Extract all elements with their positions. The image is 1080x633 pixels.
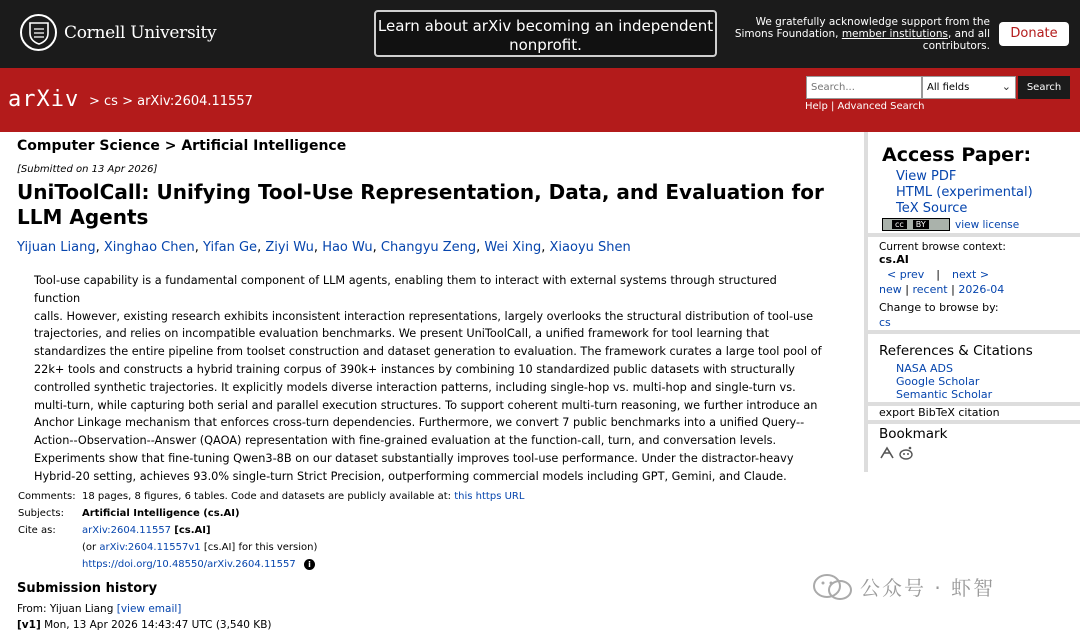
cornell-seal-icon xyxy=(20,14,57,51)
comments-text: 18 pages, 8 figures, 6 tables. Code and datasets are publicly available at: xyxy=(82,491,452,502)
doi-link[interactable]: https://doi.org/10.48550/arXiv.2604.11557 xyxy=(82,559,296,570)
version-date: Mon, 13 Apr 2026 14:43:47 UTC (3,540 KB) xyxy=(44,619,272,631)
reddit-icon[interactable] xyxy=(898,446,914,460)
sidebar-divider xyxy=(868,330,1080,334)
acknowledgement xyxy=(724,16,990,52)
bookmark-icons xyxy=(879,446,914,460)
recent-link[interactable]: recent xyxy=(912,283,948,296)
search-field-value: All fields xyxy=(927,82,970,93)
arxiv-version-link[interactable]: arXiv:2604.11557v1 xyxy=(99,542,201,553)
tex-source-link[interactable]: TeX Source xyxy=(896,201,968,216)
abstract xyxy=(34,272,824,486)
help-link[interactable]: Help xyxy=(805,101,828,112)
abstract-line: standardizes the entire pipeline from toolset construction and dataset generation to evaluation. The framework curates a large tool pool of xyxy=(34,345,822,359)
ack-prefix: We gratefully acknowledge support from the Simons Foundation, xyxy=(734,16,990,40)
cite-version-prefix: (or xyxy=(82,542,97,553)
references-heading: References & Citations xyxy=(879,343,1033,359)
version-entry xyxy=(17,619,272,631)
cite-tag: [cs.AI] xyxy=(174,525,211,536)
view-pdf-link[interactable]: View PDF xyxy=(896,169,957,184)
doi-row xyxy=(82,556,315,573)
cc-badge-label: cc xyxy=(892,220,907,229)
submitter-line xyxy=(17,603,181,615)
browse-context-value: cs.AI xyxy=(879,253,909,266)
info-icon[interactable]: i xyxy=(304,559,315,570)
comments-label: Comments: xyxy=(18,491,76,502)
nonprofit-banner[interactable]: Learn about arXiv becoming an independent nonprofit. xyxy=(374,10,717,57)
arxiv-logo[interactable]: arXiv xyxy=(8,87,80,112)
breadcrumb[interactable]: > cs > arXiv:2604.11557 xyxy=(89,94,253,109)
abstract-line: Tool-use capability is a fundamental component of LLM agents, enabling them to interact with external systems through structured function xyxy=(34,274,777,305)
change-browse-cs-link[interactable]: cs xyxy=(879,316,891,329)
search-input[interactable] xyxy=(806,76,922,99)
abstract-line: Anchor Linkage mechanism that enforces cross-turn dependencies. Furthermore, we convert 7 public benchmarks into a unified Query-- xyxy=(34,416,805,430)
advanced-search-link[interactable]: Advanced Search xyxy=(837,101,925,112)
submitter-name: From: Yijuan Liang xyxy=(17,603,114,615)
view-email-link[interactable]: [view email] xyxy=(116,603,182,615)
paper-title: UniToolCall: Unifying Tool-Use Representation, Data, and Evaluation for LLM Agents xyxy=(17,180,824,229)
abstract-line: Hybrid-20 setting, achieves 93.0% single-turn Strict Precision, outperforming commercial models including GPT, Gemini, and Claude. xyxy=(34,469,787,483)
prev-next-nav: < prev | next > xyxy=(887,268,990,281)
subjects-label: Subjects: xyxy=(18,508,64,519)
bibsonomy-icon[interactable] xyxy=(879,446,895,460)
prev-link[interactable]: < prev xyxy=(887,268,925,281)
submission-history-heading: Submission history xyxy=(17,581,158,596)
donate-button[interactable]: Donate xyxy=(999,22,1069,46)
ack-suffix: , and all contributors. xyxy=(922,28,990,52)
search-button[interactable]: Search xyxy=(1018,76,1070,99)
search-field-select[interactable] xyxy=(922,76,1016,99)
cite-version xyxy=(82,539,317,556)
author-link[interactable]: Yijuan Liang xyxy=(17,240,96,255)
change-browse-label: Change to browse by: xyxy=(879,301,999,314)
wechat-watermark xyxy=(812,572,995,601)
author-link[interactable]: Ziyi Wu xyxy=(265,240,314,255)
top-bar xyxy=(0,0,1080,68)
cornell-name: Cornell University xyxy=(64,22,217,43)
abstract-line: trajectories, and relies on incompatible evaluation benchmarks. We present UniToolCall, a unified framework for tool learning that xyxy=(34,327,770,341)
cc-by-license-badge[interactable] xyxy=(882,218,950,231)
cite-label: Cite as: xyxy=(18,525,56,536)
abstract-line: multi-turn, while capturing both serial and parallel execution structures. To support coherent multi-turn reasoning, we further introduce an xyxy=(34,398,818,412)
cc-badge-by: BY xyxy=(913,220,929,229)
author-link[interactable]: Xiaoyu Shen xyxy=(549,240,631,255)
abstract-line: controlled synthetic trajectories. It explicitly models diverse interaction patterns, including single-hop vs. multi-hop and single-turn vs. xyxy=(34,380,796,394)
subject-heading: Computer Science > Artificial Intelligence xyxy=(17,138,347,154)
next-link[interactable]: next > xyxy=(951,268,990,281)
abstract-line: 22k+ tools and constructs a hybrid training corpus of 390k+ instances by combining 10 standardized public datasets with structurally xyxy=(34,362,795,376)
browse-context-label: Current browse context: xyxy=(879,241,1006,253)
bookmark-heading: Bookmark xyxy=(879,426,948,442)
view-license-link[interactable]: view license xyxy=(955,219,1020,231)
submitted-date: [Submitted on 13 Apr 2026] xyxy=(17,164,158,175)
cite-version-suffix: [cs.AI] for this version) xyxy=(203,542,318,553)
export-bibtex-link[interactable]: export BibTeX citation xyxy=(879,406,1000,419)
cite-value xyxy=(82,522,211,539)
sidebar-divider xyxy=(868,420,1080,424)
member-institutions-link[interactable]: member institutions xyxy=(841,28,948,40)
access-paper-heading: Access Paper: xyxy=(882,144,1032,166)
subjects-value: Artificial Intelligence (cs.AI) xyxy=(82,508,240,519)
watermark-text: 公众号 · 虾智 xyxy=(860,576,996,600)
author-link[interactable]: Wei Xing xyxy=(484,240,542,255)
author-link[interactable]: Yifan Ge xyxy=(202,240,258,255)
comments-value xyxy=(82,488,524,505)
browse-list-nav: new | recent | 2026-04 xyxy=(879,283,1005,296)
access-paper-box xyxy=(868,132,1080,237)
nasa-ads-link[interactable]: NASA ADS xyxy=(896,362,953,375)
author-list: Yijuan Liang, Xinghao Chen, Yifan Ge, Ziyi Wu, Hao Wu, Changyu Zeng, Wei Xing, Xiaoyu Shen xyxy=(17,240,631,255)
version-tag[interactable]: [v1] xyxy=(17,619,41,631)
google-scholar-link[interactable]: Google Scholar xyxy=(896,375,980,388)
abstract-line: calls. However, existing research exhibits inconsistent interaction representations, largely overlooks the structural distribution of tool-use xyxy=(34,309,814,323)
chevron-down-icon: ⌄ xyxy=(1001,80,1011,93)
author-link[interactable]: Xinghao Chen xyxy=(103,240,195,255)
sidebar xyxy=(864,132,1080,472)
month-link[interactable]: 2026-04 xyxy=(958,283,1005,296)
help-links: Help | Advanced Search xyxy=(805,101,925,112)
author-link[interactable]: Hao Wu xyxy=(322,240,373,255)
arxiv-header xyxy=(0,68,1080,132)
code-url-link[interactable]: this https URL xyxy=(454,491,525,502)
abstract-line: Experiments show that fine-tuning Qwen3-8B on our dataset substantially improves tool-use performance. Under the distractor-heavy xyxy=(34,451,794,465)
wechat-icon xyxy=(812,573,854,601)
author-link[interactable]: Changyu Zeng xyxy=(380,240,477,255)
cornell-logo[interactable] xyxy=(20,14,216,51)
new-link[interactable]: new xyxy=(879,283,902,296)
html-experimental-link[interactable]: HTML (experimental) xyxy=(896,185,1033,200)
abstract-line: Action--Observation--Answer (QAOA) representation with fine-grained evaluation at the function-call, turn, and conversation levels. xyxy=(34,434,777,448)
arxiv-id-link[interactable]: arXiv:2604.11557 xyxy=(82,525,172,536)
semantic-scholar-link[interactable]: Semantic Scholar xyxy=(896,388,993,401)
